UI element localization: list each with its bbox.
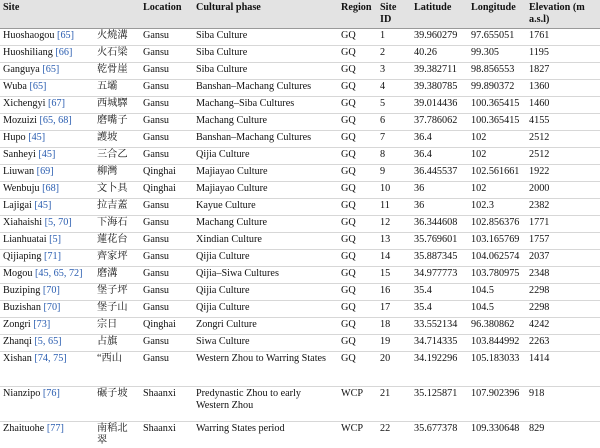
header-site-id: Site ID [377, 0, 411, 29]
cell-cultural-phase: Qijia Culture [193, 250, 338, 267]
cell-site-id: 20 [377, 352, 411, 387]
cell-site-id: 13 [377, 233, 411, 250]
cell-cultural-phase: Machang–Siba Cultures [193, 97, 338, 114]
cell-site-id: 11 [377, 199, 411, 216]
cell-chinese-name: 五壩 [94, 80, 140, 97]
cell-longitude: 104.5 [468, 301, 526, 318]
cell-location: Gansu [140, 131, 193, 148]
cell-elevation: 829 [526, 422, 600, 448]
cell-region: GQ [338, 29, 377, 46]
cell-location: Shaanxi [140, 387, 193, 422]
cell-site-id: 10 [377, 182, 411, 199]
cell-longitude: 102 [468, 182, 526, 199]
cell-location: Qinghai [140, 182, 193, 199]
cell-location: Gansu [140, 216, 193, 233]
site-name: Zongri [3, 319, 31, 330]
cell-site [0, 284, 94, 301]
cell-latitude: 36.445537 [411, 165, 468, 182]
table-row [0, 352, 600, 387]
cell-elevation: 2348 [526, 267, 600, 284]
cell-cultural-phase: Siba Culture [193, 63, 338, 80]
site-name: Xichengyi [3, 98, 46, 109]
header-longitude: Longitude [468, 0, 526, 29]
cell-elevation: 2037 [526, 250, 600, 267]
cell-latitude: 35.4 [411, 284, 468, 301]
cell-chinese-name: 護坡 [94, 131, 140, 148]
cell-cultural-phase: Siba Culture [193, 46, 338, 63]
cell-site [0, 422, 94, 448]
cell-latitude: 35.769601 [411, 233, 468, 250]
cell-cultural-phase: Majiayao Culture [193, 182, 338, 199]
site-name: Huoshiliang [3, 47, 53, 58]
site-name: Buzishan [3, 302, 41, 313]
reference-link[interactable]: [68] [42, 183, 60, 194]
cell-elevation: 1360 [526, 80, 600, 97]
table-row [0, 387, 600, 422]
cell-longitude: 99.305 [468, 46, 526, 63]
cell-chinese-name: 柳灣 [94, 165, 140, 182]
cell-site [0, 131, 94, 148]
cell-elevation: 2000 [526, 182, 600, 199]
cell-site-id: 18 [377, 318, 411, 335]
cell-latitude: 40.26 [411, 46, 468, 63]
table-row [0, 148, 600, 165]
table-row [0, 422, 600, 448]
site-name: Sanheyi [3, 149, 36, 160]
cell-site [0, 97, 94, 114]
cell-site [0, 318, 94, 335]
reference-link[interactable]: [66] [55, 47, 73, 58]
table-body [0, 29, 600, 448]
cell-location: Gansu [140, 148, 193, 165]
cell-site [0, 165, 94, 182]
cell-cultural-phase: Warring States period [193, 422, 338, 448]
reference-link[interactable]: [77] [46, 423, 64, 434]
reference-link[interactable]: [5] [49, 234, 61, 245]
table-row [0, 233, 600, 250]
cell-chinese-name: 火燒溝 [94, 29, 140, 46]
cell-region: GQ [338, 182, 377, 199]
cell-location: Qinghai [140, 165, 193, 182]
cell-latitude: 34.192296 [411, 352, 468, 387]
cell-cultural-phase: Western Zhou to Warring States [193, 352, 338, 387]
cell-site [0, 63, 94, 80]
table-row [0, 97, 600, 114]
cell-chinese-name: 蓮花台 [94, 233, 140, 250]
cell-longitude: 98.856553 [468, 63, 526, 80]
cell-site-id: 16 [377, 284, 411, 301]
cell-latitude: 39.382711 [411, 63, 468, 80]
table-row [0, 284, 600, 301]
cell-region: GQ [338, 233, 377, 250]
table-row [0, 267, 600, 284]
cell-cultural-phase: Qijia Culture [193, 284, 338, 301]
cell-cultural-phase: Banshan–Machang Cultures [193, 131, 338, 148]
cell-site [0, 148, 94, 165]
cell-longitude: 107.902396 [468, 387, 526, 422]
table-row [0, 63, 600, 80]
cell-region: GQ [338, 80, 377, 97]
table-row [0, 165, 600, 182]
cell-site-id: 14 [377, 250, 411, 267]
cell-elevation: 2512 [526, 148, 600, 165]
site-name: Huoshaogou [3, 30, 55, 41]
cell-latitude: 39.014436 [411, 97, 468, 114]
cell-latitude: 36.4 [411, 131, 468, 148]
cell-latitude: 35.125871 [411, 387, 468, 422]
cell-elevation: 1771 [526, 216, 600, 233]
cell-latitude: 36.4 [411, 148, 468, 165]
table-row [0, 318, 600, 335]
site-name: Liuwan [3, 166, 35, 177]
cell-chinese-name: 下海石 [94, 216, 140, 233]
cell-site-id: 15 [377, 267, 411, 284]
cell-chinese-name: 西城驛 [94, 97, 140, 114]
site-name: Mozuizi [3, 115, 37, 126]
site-name: Mogou [3, 268, 33, 279]
cell-elevation: 1827 [526, 63, 600, 80]
header-row [0, 0, 600, 29]
cell-latitude: 37.786062 [411, 114, 468, 131]
cell-site-id: 9 [377, 165, 411, 182]
reference-link[interactable]: [5, 70] [44, 217, 72, 228]
site-name: Zhanqi [3, 336, 32, 347]
cell-region: GQ [338, 63, 377, 80]
cell-elevation: 2263 [526, 335, 600, 352]
cell-location: Gansu [140, 46, 193, 63]
table-row [0, 182, 600, 199]
cell-chinese-name: 堡子山 [94, 301, 140, 318]
cell-region: GQ [338, 216, 377, 233]
cell-site-id: 4 [377, 80, 411, 97]
cell-region: GQ [338, 199, 377, 216]
cell-location: Gansu [140, 352, 193, 387]
cell-cultural-phase: Siba Culture [193, 29, 338, 46]
header-latitude: Latitude [411, 0, 468, 29]
site-name: Wenbuju [3, 183, 40, 194]
cell-chinese-name: 磨嘴子 [94, 114, 140, 131]
cell-region: GQ [338, 148, 377, 165]
cell-longitude: 103.780975 [468, 267, 526, 284]
reference-link[interactable]: [74, 75] [34, 353, 67, 364]
cell-site [0, 199, 94, 216]
reference-link[interactable]: [73] [33, 319, 51, 330]
cell-region: GQ [338, 250, 377, 267]
cell-elevation: 1922 [526, 165, 600, 182]
cell-latitude: 34.977773 [411, 267, 468, 284]
cell-region: GQ [338, 352, 377, 387]
header-chinese-name [94, 0, 140, 29]
cell-site [0, 335, 94, 352]
cell-longitude: 102 [468, 148, 526, 165]
cell-elevation: 2298 [526, 284, 600, 301]
cell-cultural-phase: Zongri Culture [193, 318, 338, 335]
cell-site [0, 216, 94, 233]
cell-cultural-phase: Predynastic Zhou to early Western Zhou [193, 387, 338, 422]
cell-site-id: 8 [377, 148, 411, 165]
cell-region: WCP [338, 422, 377, 448]
cell-cultural-phase: Qijia Culture [193, 148, 338, 165]
cell-site [0, 182, 94, 199]
site-name: Buziping [3, 285, 41, 296]
cell-chinese-name: 宗日 [94, 318, 140, 335]
cell-cultural-phase: Qijia Culture [193, 301, 338, 318]
reference-link[interactable]: [65] [29, 81, 47, 92]
header-location: Location [140, 0, 193, 29]
reference-link[interactable]: [69] [36, 166, 54, 177]
table-row [0, 80, 600, 97]
cell-elevation: 2512 [526, 131, 600, 148]
reference-link[interactable]: [45] [28, 132, 46, 143]
cell-region: GQ [338, 165, 377, 182]
cell-region: GQ [338, 131, 377, 148]
cell-latitude: 36 [411, 199, 468, 216]
cell-chinese-name: 占旗 [94, 335, 140, 352]
cell-longitude: 102.3 [468, 199, 526, 216]
cell-chinese-name: 碾子坡 [94, 387, 140, 422]
cell-chinese-name: 磨溝 [94, 267, 140, 284]
cell-longitude: 96.380862 [468, 318, 526, 335]
cell-elevation: 2382 [526, 199, 600, 216]
header-cultural-phase: Cultural phase [193, 0, 338, 29]
cell-location: Gansu [140, 29, 193, 46]
reference-link[interactable]: [5, 65] [34, 336, 62, 347]
cell-site [0, 250, 94, 267]
cell-site-id: 17 [377, 301, 411, 318]
cell-chinese-name: 堡子坪 [94, 284, 140, 301]
cell-longitude: 109.330648 [468, 422, 526, 448]
site-name: Wuba [3, 81, 27, 92]
cell-location: Gansu [140, 301, 193, 318]
cell-site [0, 387, 94, 422]
cell-site [0, 29, 94, 46]
reference-link[interactable]: [65, 68] [39, 115, 72, 126]
cell-longitude: 99.890372 [468, 80, 526, 97]
cell-site-id: 21 [377, 387, 411, 422]
site-name: Ganguya [3, 64, 40, 75]
site-name: Zhaituohe [3, 423, 45, 434]
cell-cultural-phase: Qijia–Siwa Cultures [193, 267, 338, 284]
cell-cultural-phase: Machang Culture [193, 114, 338, 131]
cell-region: WCP [338, 387, 377, 422]
cell-location: Gansu [140, 80, 193, 97]
header-region: Region [338, 0, 377, 29]
site-name: Xishan [3, 353, 32, 364]
cell-location: Gansu [140, 114, 193, 131]
cell-site [0, 267, 94, 284]
site-name: Qijiaping [3, 251, 42, 262]
reference-link[interactable]: [70] [43, 302, 61, 313]
cell-chinese-name: “西山 [94, 352, 140, 387]
cell-site [0, 301, 94, 318]
cell-region: GQ [338, 301, 377, 318]
cell-elevation: 1761 [526, 29, 600, 46]
cell-site-id: 7 [377, 131, 411, 148]
cell-chinese-name: 拉吉蓋 [94, 199, 140, 216]
site-name: Nianzipo [3, 388, 41, 399]
cell-longitude: 104.062574 [468, 250, 526, 267]
cell-site [0, 352, 94, 387]
cell-site-id: 22 [377, 422, 411, 448]
reference-link[interactable]: [45] [38, 149, 56, 160]
reference-link[interactable]: [71] [44, 251, 62, 262]
cell-site [0, 114, 94, 131]
cell-elevation: 1460 [526, 97, 600, 114]
cell-location: Shaanxi [140, 422, 193, 448]
cell-location: Gansu [140, 267, 193, 284]
cell-site-id: 6 [377, 114, 411, 131]
cell-longitude: 104.5 [468, 284, 526, 301]
cell-location: Gansu [140, 233, 193, 250]
cell-elevation: 4155 [526, 114, 600, 131]
cell-latitude: 35.887345 [411, 250, 468, 267]
cell-site-id: 2 [377, 46, 411, 63]
reference-link[interactable]: [65] [57, 30, 75, 41]
cell-chinese-name: 文卜具 [94, 182, 140, 199]
table-row [0, 216, 600, 233]
table-row [0, 250, 600, 267]
cell-region: GQ [338, 114, 377, 131]
cell-cultural-phase: Kayue Culture [193, 199, 338, 216]
cell-site-id: 3 [377, 63, 411, 80]
cell-region: GQ [338, 46, 377, 63]
cell-location: Qinghai [140, 318, 193, 335]
reference-link[interactable]: [70] [42, 285, 60, 296]
cell-longitude: 97.655051 [468, 29, 526, 46]
site-name: Lianhuatai [3, 234, 47, 245]
cell-longitude: 103.165769 [468, 233, 526, 250]
cell-chinese-name: 乾骨崖 [94, 63, 140, 80]
cell-latitude: 35.4 [411, 301, 468, 318]
reference-link[interactable]: [45] [34, 200, 52, 211]
cell-cultural-phase: Siwa Culture [193, 335, 338, 352]
cell-region: GQ [338, 335, 377, 352]
cell-longitude: 105.183033 [468, 352, 526, 387]
site-name: Xiahaishi [3, 217, 43, 228]
cell-elevation: 2298 [526, 301, 600, 318]
cell-elevation: 1195 [526, 46, 600, 63]
cell-latitude: 36 [411, 182, 468, 199]
header-elevation: Elevation (m a.s.l) [526, 0, 600, 29]
cell-chinese-name: 齊家坪 [94, 250, 140, 267]
cell-latitude: 39.960279 [411, 29, 468, 46]
cell-latitude: 36.344608 [411, 216, 468, 233]
cell-cultural-phase: Banshan–Machang Cultures [193, 80, 338, 97]
cell-longitude: 102.856376 [468, 216, 526, 233]
cell-elevation: 1414 [526, 352, 600, 387]
cell-elevation: 4242 [526, 318, 600, 335]
cell-cultural-phase: Xindian Culture [193, 233, 338, 250]
cell-latitude: 33.552134 [411, 318, 468, 335]
cell-elevation: 918 [526, 387, 600, 422]
cell-location: Gansu [140, 284, 193, 301]
cell-latitude: 35.677378 [411, 422, 468, 448]
reference-link[interactable]: [45, 65, 72] [34, 268, 83, 279]
cell-elevation: 1757 [526, 233, 600, 250]
table-row [0, 131, 600, 148]
cell-site-id: 1 [377, 29, 411, 46]
table-row [0, 46, 600, 63]
cell-location: Gansu [140, 250, 193, 267]
cell-chinese-name: 南稻北翠 [94, 422, 140, 448]
cell-site-id: 5 [377, 97, 411, 114]
site-name: Lajigai [3, 200, 32, 211]
table-row [0, 114, 600, 131]
cell-cultural-phase: Machang Culture [193, 216, 338, 233]
header-site: Site [0, 0, 94, 29]
cell-latitude: 34.714335 [411, 335, 468, 352]
cell-longitude: 102 [468, 131, 526, 148]
cell-longitude: 103.844992 [468, 335, 526, 352]
cell-region: GQ [338, 267, 377, 284]
cell-site [0, 46, 94, 63]
cell-site [0, 233, 94, 250]
reference-link[interactable]: [67] [47, 98, 65, 109]
table-row [0, 301, 600, 318]
cell-location: Gansu [140, 63, 193, 80]
cell-site-id: 19 [377, 335, 411, 352]
cell-latitude: 39.380785 [411, 80, 468, 97]
table-row [0, 29, 600, 46]
site-name: Hupo [3, 132, 26, 143]
cell-site [0, 80, 94, 97]
cell-region: GQ [338, 318, 377, 335]
cell-location: Gansu [140, 199, 193, 216]
cell-location: Gansu [140, 335, 193, 352]
cell-longitude: 102.561661 [468, 165, 526, 182]
cell-cultural-phase: Majiayao Culture [193, 165, 338, 182]
table-row [0, 199, 600, 216]
cell-chinese-name: 火石梁 [94, 46, 140, 63]
cell-site-id: 12 [377, 216, 411, 233]
cell-location: Gansu [140, 97, 193, 114]
cell-chinese-name: 三合乙 [94, 148, 140, 165]
cell-region: GQ [338, 97, 377, 114]
cell-longitude: 100.365415 [468, 97, 526, 114]
cell-longitude: 100.365415 [468, 114, 526, 131]
reference-link[interactable]: [65] [42, 64, 60, 75]
cell-region: GQ [338, 284, 377, 301]
reference-link[interactable]: [76] [42, 388, 60, 399]
table-row [0, 335, 600, 352]
